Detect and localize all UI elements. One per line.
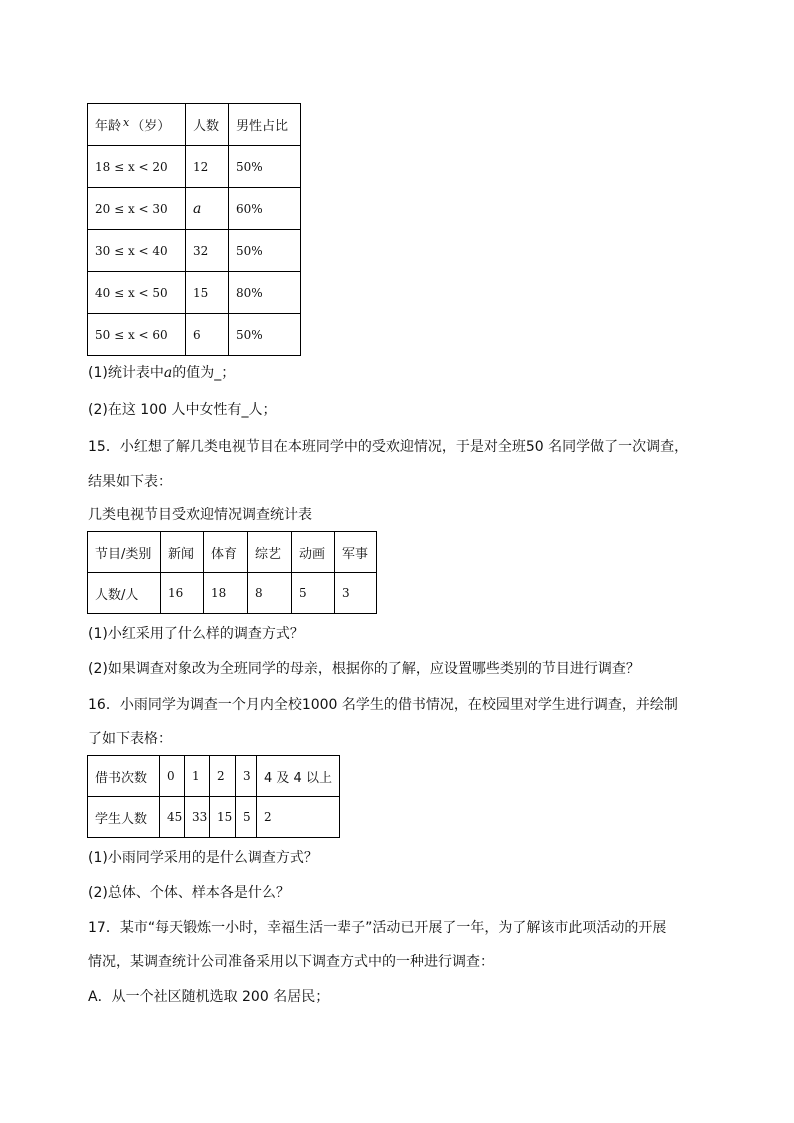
table-row — [88, 272, 301, 314]
table-row — [88, 146, 301, 188]
q15-table-title: 几类电视节目受欢迎情况调查统计表 — [88, 507, 312, 523]
count-cell: 5 — [292, 573, 335, 614]
age-range-cell: 18 ≤ x < 20 — [88, 146, 186, 188]
count-header-cell: 人数 — [186, 104, 229, 146]
row-label-cell: 学生人数 — [88, 797, 160, 838]
male-ratio-cell: 80% — [229, 272, 301, 314]
count-cell: 12 — [186, 146, 229, 188]
male-ratio-cell: 50% — [229, 314, 301, 356]
count-cell — [186, 188, 229, 230]
borrow-count-cell: 3 — [236, 756, 257, 797]
student-count-cell: 15 — [210, 797, 236, 838]
age-range-cell: 20 ≤ x < 30 — [88, 188, 186, 230]
category-cell: 军事 — [335, 532, 377, 573]
q15-stem-line2: 结果如下表： — [88, 474, 172, 490]
q17-stem-line1: 17．某市“每天锻炼一小时，幸福生活一辈子”活动已开展了一年，为了解该市此项活动的开展 — [88, 920, 667, 936]
age-range-cell: 50 ≤ x < 60 — [88, 314, 186, 356]
unknown-a: a — [193, 200, 202, 217]
table-header-row — [88, 756, 340, 797]
table-row — [88, 230, 301, 272]
q16-stem-line1: 16．小雨同学为调查一个月内全校1000 名学生的借书情况，在校园里对学生进行调查，并绘制 — [88, 697, 678, 713]
q17-stem-line2: 情况，某调查统计公司准备采用以下调查方式中的一种进行调查： — [88, 954, 494, 970]
age-range-cell: 30 ≤ x < 40 — [88, 230, 186, 272]
student-count-cell: 33 — [185, 797, 210, 838]
unknown-a: a — [163, 365, 173, 381]
count-cell: 18 — [204, 573, 248, 614]
count-cell: 16 — [161, 573, 204, 614]
q16-part2: (2)总体、个体、样本各是什么？ — [88, 885, 290, 901]
category-cell: 综艺 — [248, 532, 292, 573]
male-ratio-cell: 50% — [229, 146, 301, 188]
q17-option-a: A．从一个社区随机选取 200 名居民； — [88, 989, 330, 1005]
table-row — [88, 314, 301, 356]
book-borrowing-table — [87, 755, 340, 838]
table-header-row — [88, 532, 377, 573]
table-row — [88, 797, 340, 838]
count-cell: 6 — [186, 314, 229, 356]
borrow-count-cell: 4 及 4 以上 — [257, 756, 340, 797]
q14-part1: (1)统计表中a的值为_； — [88, 365, 236, 381]
count-cell: 3 — [335, 573, 377, 614]
age-table-header — [88, 104, 301, 146]
tv-program-table — [87, 531, 377, 614]
count-cell: 15 — [186, 272, 229, 314]
student-count-cell: 5 — [236, 797, 257, 838]
male-ratio-cell: 60% — [229, 188, 301, 230]
q16-stem-line2: 了如下表格： — [88, 731, 172, 747]
age-header-cell: 年龄 $^x$ （岁） — [88, 104, 186, 146]
age-table — [87, 103, 301, 356]
q15-part1: (1)小红采用了什么样的调查方式？ — [88, 626, 304, 642]
borrow-count-header-cell: 借书次数 — [88, 756, 160, 797]
borrow-count-cell: 1 — [185, 756, 210, 797]
category-cell: 体育 — [204, 532, 248, 573]
q15-stem-line1: 15．小红想了解几类电视节目在本班同学中的受欢迎情况，于是对全班50 名同学做了一次调查， — [88, 439, 689, 455]
q14-part2: (2)在这 100 人中女性有_人； — [88, 402, 277, 418]
student-count-cell: 2 — [257, 797, 340, 838]
student-count-cell: 45 — [160, 797, 185, 838]
borrow-count-cell: 2 — [210, 756, 236, 797]
q15-part2: (2)如果调查对象改为全班同学的母亲，根据你的了解，应设置哪些类别的节目进行调查？ — [88, 661, 640, 677]
category-header-cell: 节目/类别 — [88, 532, 161, 573]
count-cell: 8 — [248, 573, 292, 614]
category-cell: 动画 — [292, 532, 335, 573]
borrow-count-cell: 0 — [160, 756, 185, 797]
age-range-cell: 40 ≤ x < 50 — [88, 272, 186, 314]
table-row — [88, 573, 377, 614]
count-cell: 32 — [186, 230, 229, 272]
age-var: x — [123, 116, 130, 129]
row-label-cell: 人数/人 — [88, 573, 161, 614]
table-row — [88, 188, 301, 230]
male-ratio-header-cell: 男性占比 — [229, 104, 301, 146]
male-ratio-cell: 50% — [229, 230, 301, 272]
category-cell: 新闻 — [161, 532, 204, 573]
q16-part1: (1)小雨同学采用的是什么调查方式？ — [88, 850, 318, 866]
